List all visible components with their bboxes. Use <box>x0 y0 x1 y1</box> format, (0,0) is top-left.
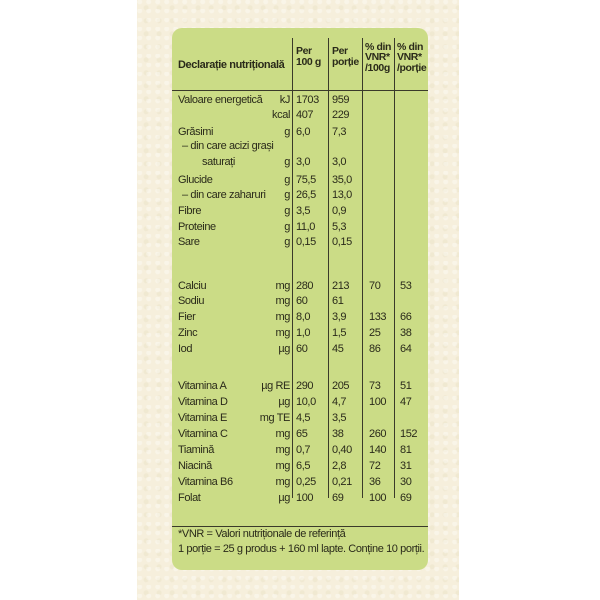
cell-vnrPortion: 152 <box>400 428 418 440</box>
cell-unit: mg <box>275 444 290 456</box>
header-divider <box>172 90 428 91</box>
cell-vnr100: 140 <box>369 444 387 456</box>
cell-portion: 0,9 <box>332 205 347 217</box>
cell-unit: µg RE <box>261 380 290 392</box>
cell-unit: g <box>284 236 290 248</box>
header-portion-line2: porție <box>332 56 359 68</box>
cell-portion: 3,9 <box>332 311 347 323</box>
cell-portion: 5,3 <box>332 221 347 233</box>
cell-vnrPortion: 47 <box>400 396 412 408</box>
cell-label: Zinc <box>178 327 198 339</box>
cell-label: Vitamina D <box>178 396 228 408</box>
cell-per100: 3,5 <box>296 205 311 217</box>
cell-label: Glucide <box>178 174 213 186</box>
footnote-vnr: *VNR = Valori nutriționale de referință <box>178 528 346 540</box>
cell-label: Proteine <box>178 221 216 233</box>
header-vnr100-line1: % din <box>365 41 391 53</box>
cell-vnr100: 100 <box>369 492 387 504</box>
cell-vnr100: 36 <box>369 476 381 488</box>
cell-label: Vitamina B6 <box>178 476 233 488</box>
cell-unit: g <box>284 205 290 217</box>
cell-unit: µg <box>278 396 290 408</box>
cell-vnrPortion: 64 <box>400 343 412 355</box>
footnote-portion: 1 porție = 25 g produs + 160 ml lapte. Conține 10 porții. <box>178 543 425 555</box>
cell-label: Sodiu <box>178 295 205 307</box>
table-title: Declarație nutrițională <box>178 59 285 71</box>
cell-per100: 60 <box>296 343 308 355</box>
cell-label: Vitamina C <box>178 428 228 440</box>
cell-portion: 13,0 <box>332 189 352 201</box>
cell-unit: kcal <box>272 109 290 121</box>
header-vnrportion-line1: % din <box>397 41 423 53</box>
cell-portion: 0,21 <box>332 476 352 488</box>
cell-vnrPortion: 53 <box>400 280 412 292</box>
cell-portion: 229 <box>332 109 350 121</box>
cell-label: Sare <box>178 236 200 248</box>
cell-vnr100: 133 <box>369 311 387 323</box>
cell-unit: mg <box>275 327 290 339</box>
nutrition-table <box>172 28 428 570</box>
cell-per100: 0,7 <box>296 444 311 456</box>
header-vnrportion-line3: /porție <box>397 62 427 74</box>
header-portion-line1: Per <box>332 45 348 57</box>
cell-vnr100: 260 <box>369 428 387 440</box>
header-vnrportion-line2: VNR* <box>397 51 422 63</box>
cell-unit: mg <box>275 280 290 292</box>
cell-portion: 213 <box>332 280 350 292</box>
cell-per100: 26,5 <box>296 189 316 201</box>
cell-portion: 45 <box>332 343 344 355</box>
cell-vnrPortion: 51 <box>400 380 412 392</box>
cell-vnr100: 70 <box>369 280 381 292</box>
cell-unit: mg <box>275 428 290 440</box>
cell-label: – din care acizi grași <box>182 140 274 152</box>
cell-vnrPortion: 69 <box>400 492 412 504</box>
cell-label: Valoare energetică <box>178 94 263 106</box>
cell-vnr100: 72 <box>369 460 381 472</box>
cell-vnr100: 73 <box>369 380 381 392</box>
cell-per100: 11,0 <box>296 221 315 233</box>
cell-per100: 407 <box>296 109 314 121</box>
cell-per100: 0,15 <box>296 236 316 248</box>
cell-portion: 69 <box>332 492 344 504</box>
cell-portion: 7,3 <box>332 126 347 138</box>
cell-per100: 60 <box>296 295 308 307</box>
cell-per100: 6,5 <box>296 460 311 472</box>
cell-unit: g <box>284 189 290 201</box>
cell-portion: 1,5 <box>332 327 347 339</box>
column-divider <box>362 38 363 498</box>
cell-portion: 35,0 <box>332 174 352 186</box>
cell-label: Vitamina E <box>178 412 227 424</box>
cell-label: Tiamină <box>178 444 214 456</box>
footer-divider <box>172 526 428 527</box>
cell-label: Grăsimi <box>178 126 214 138</box>
column-divider <box>328 38 329 498</box>
header-vnr100-line3: /100g <box>365 62 390 74</box>
header-vnr100-line2: VNR* <box>365 51 390 63</box>
cell-portion: 205 <box>332 380 350 392</box>
cell-vnr100: 86 <box>369 343 381 355</box>
cell-unit: mg <box>275 295 290 307</box>
cell-unit: µg <box>278 343 290 355</box>
column-divider <box>292 38 293 498</box>
cell-vnrPortion: 30 <box>400 476 412 488</box>
cell-label: saturați <box>202 156 235 168</box>
cell-unit: mg <box>275 476 290 488</box>
cell-per100: 6,0 <box>296 126 311 138</box>
cell-unit: g <box>284 221 290 233</box>
cell-portion: 38 <box>332 428 344 440</box>
cell-portion: 3,0 <box>332 156 347 168</box>
cell-portion: 0,15 <box>332 236 352 248</box>
cell-portion: 61 <box>332 295 344 307</box>
cell-per100: 10,0 <box>296 396 316 408</box>
cell-label: Fibre <box>178 205 202 217</box>
cell-label: Folat <box>178 492 201 504</box>
cell-portion: 2,8 <box>332 460 347 472</box>
cell-per100: 3,0 <box>296 156 311 168</box>
cell-per100: 1703 <box>296 94 319 106</box>
header-per100-line1: Per <box>296 45 312 57</box>
cell-portion: 3,5 <box>332 412 347 424</box>
cell-label: – din care zaharuri <box>182 189 266 201</box>
cell-per100: 100 <box>296 492 314 504</box>
cell-portion: 959 <box>332 94 350 106</box>
cell-per100: 4,5 <box>296 412 311 424</box>
cell-unit: g <box>284 126 290 138</box>
cell-unit: kJ <box>279 94 290 106</box>
cell-per100: 0,25 <box>296 476 316 488</box>
cell-portion: 0,40 <box>332 444 352 456</box>
cell-unit: g <box>284 156 290 168</box>
cell-per100: 280 <box>296 280 314 292</box>
cell-vnrPortion: 81 <box>400 444 412 456</box>
cell-unit: µg <box>278 492 290 504</box>
cell-vnrPortion: 31 <box>400 460 412 472</box>
cell-vnrPortion: 38 <box>400 327 412 339</box>
cell-per100: 290 <box>296 380 314 392</box>
cell-vnr100: 100 <box>369 396 387 408</box>
cell-vnr100: 25 <box>369 327 381 339</box>
cell-unit: mg TE <box>259 412 290 424</box>
cell-unit: mg <box>275 311 290 323</box>
cell-per100: 8,0 <box>296 311 311 323</box>
cell-per100: 75,5 <box>296 174 316 186</box>
column-divider <box>394 38 395 498</box>
cell-unit: g <box>284 174 290 186</box>
cell-per100: 65 <box>296 428 308 440</box>
cell-vnrPortion: 66 <box>400 311 412 323</box>
cell-label: Niacină <box>178 460 212 472</box>
header-per100-line2: 100 g <box>296 56 321 68</box>
cell-label: Iod <box>178 343 193 355</box>
cell-label: Fier <box>178 311 196 323</box>
cell-portion: 4,7 <box>332 396 347 408</box>
cell-label: Vitamina A <box>178 380 227 392</box>
cell-unit: mg <box>275 460 290 472</box>
cell-label: Calciu <box>178 280 207 292</box>
cell-per100: 1,0 <box>296 327 311 339</box>
